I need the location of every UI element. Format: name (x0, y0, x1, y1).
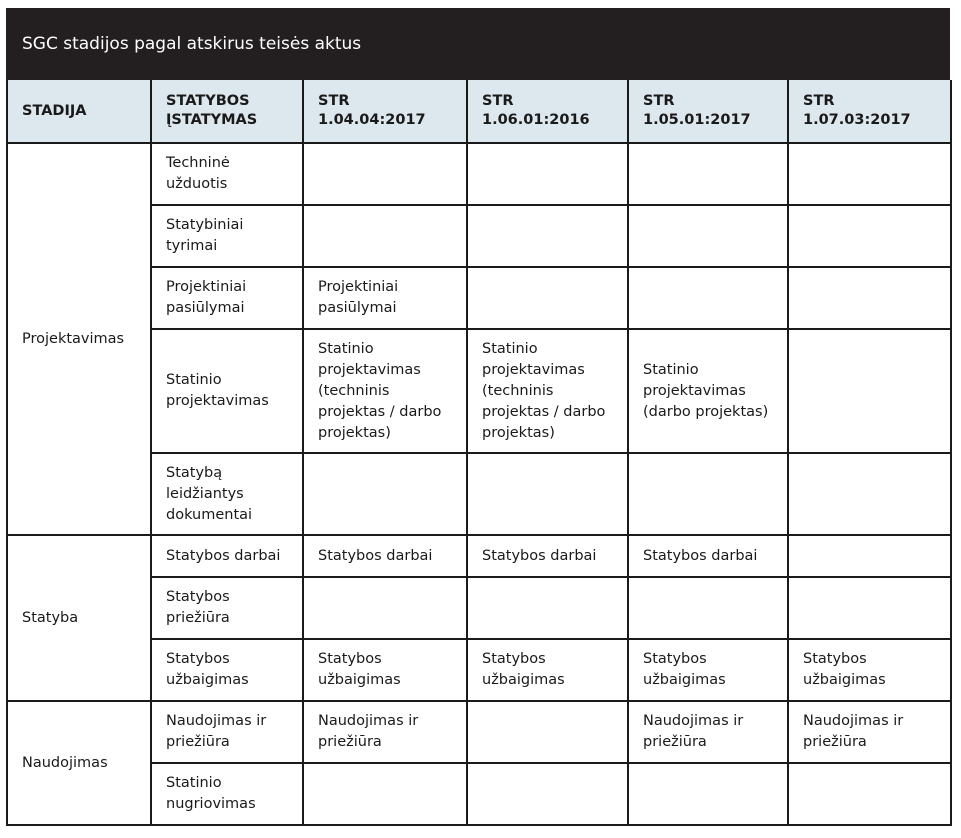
table-cell: Statinio projektavimas (151, 329, 303, 453)
header-str-1-06-01: STR 1.06.01:2016 (467, 80, 628, 143)
table-cell: Statybos užbaigimas (467, 639, 628, 701)
table-cell: Statinio nugriovimas (151, 763, 303, 825)
table-cell (303, 763, 467, 825)
stage-cell-projektavimas: Projektavimas (7, 143, 151, 535)
table-cell: Techninė užduotis (151, 143, 303, 205)
table-cell (628, 453, 788, 535)
table-cell (467, 763, 628, 825)
table-cell (628, 267, 788, 329)
table-cell: Naudojimas ir priežiūra (788, 701, 951, 763)
table-row (7, 701, 951, 763)
table-cell: Statinio projektavimas (techninis projektas / darbo projektas) (303, 329, 467, 453)
table-cell: Statybos užbaigimas (788, 639, 951, 701)
table-cell (467, 205, 628, 267)
table-cell (303, 453, 467, 535)
table-cell: Statybos darbai (303, 535, 467, 577)
table-cell (628, 763, 788, 825)
table-cell (303, 205, 467, 267)
stages-table (6, 80, 952, 826)
header-str-1-04-04: STR 1.04.04:2017 (303, 80, 467, 143)
header-statybos-istatymas: STATYBOS ĮSTATYMAS (151, 80, 303, 143)
table-row (7, 143, 951, 205)
table-row (7, 535, 951, 577)
table-cell: Statinio projektavimas (darbo projektas) (628, 329, 788, 453)
table-cell: Statybos darbai (151, 535, 303, 577)
table-cell: Projektiniai pasiūlymai (303, 267, 467, 329)
table-cell (467, 577, 628, 639)
table-cell: Statybą leidžiantys dokumentai (151, 453, 303, 535)
table-cell: Statybiniai tyrimai (151, 205, 303, 267)
table-title: SGC stadijos pagal atskirus teisės aktus (6, 8, 950, 80)
header-str-1-05-01: STR 1.05.01:2017 (628, 80, 788, 143)
table-cell: Statybos darbai (467, 535, 628, 577)
table-cell (788, 143, 951, 205)
stage-cell-statyba: Statyba (7, 535, 151, 701)
table-cell (467, 143, 628, 205)
table-cell: Naudojimas ir priežiūra (628, 701, 788, 763)
table-cell: Statinio projektavimas (techninis projektas / darbo projektas) (467, 329, 628, 453)
table-cell (628, 143, 788, 205)
table-cell (303, 143, 467, 205)
table-cell: Naudojimas ir priežiūra (303, 701, 467, 763)
table-cell (467, 701, 628, 763)
table-cell: Projektiniai pasiūlymai (151, 267, 303, 329)
table-cell: Statybos darbai (628, 535, 788, 577)
header-str-1-07-03: STR 1.07.03:2017 (788, 80, 951, 143)
table-cell (628, 577, 788, 639)
header-stadija: STADIJA (7, 80, 151, 143)
table-cell: Statybos užbaigimas (303, 639, 467, 701)
table-cell (303, 577, 467, 639)
table-cell (467, 453, 628, 535)
table-cell: Statybos užbaigimas (628, 639, 788, 701)
table-cell (788, 205, 951, 267)
table-cell (628, 205, 788, 267)
table-cell (788, 453, 951, 535)
document-table-container (6, 8, 950, 826)
table-cell (788, 763, 951, 825)
table-cell: Statybos užbaigimas (151, 639, 303, 701)
header-row (7, 80, 951, 143)
table-cell (467, 267, 628, 329)
table-cell (788, 267, 951, 329)
stage-cell-naudojimas: Naudojimas (7, 701, 151, 825)
table-cell: Naudojimas ir priežiūra (151, 701, 303, 763)
table-cell (788, 535, 951, 577)
table-cell (788, 577, 951, 639)
table-cell: Statybos priežiūra (151, 577, 303, 639)
table-cell (788, 329, 951, 453)
